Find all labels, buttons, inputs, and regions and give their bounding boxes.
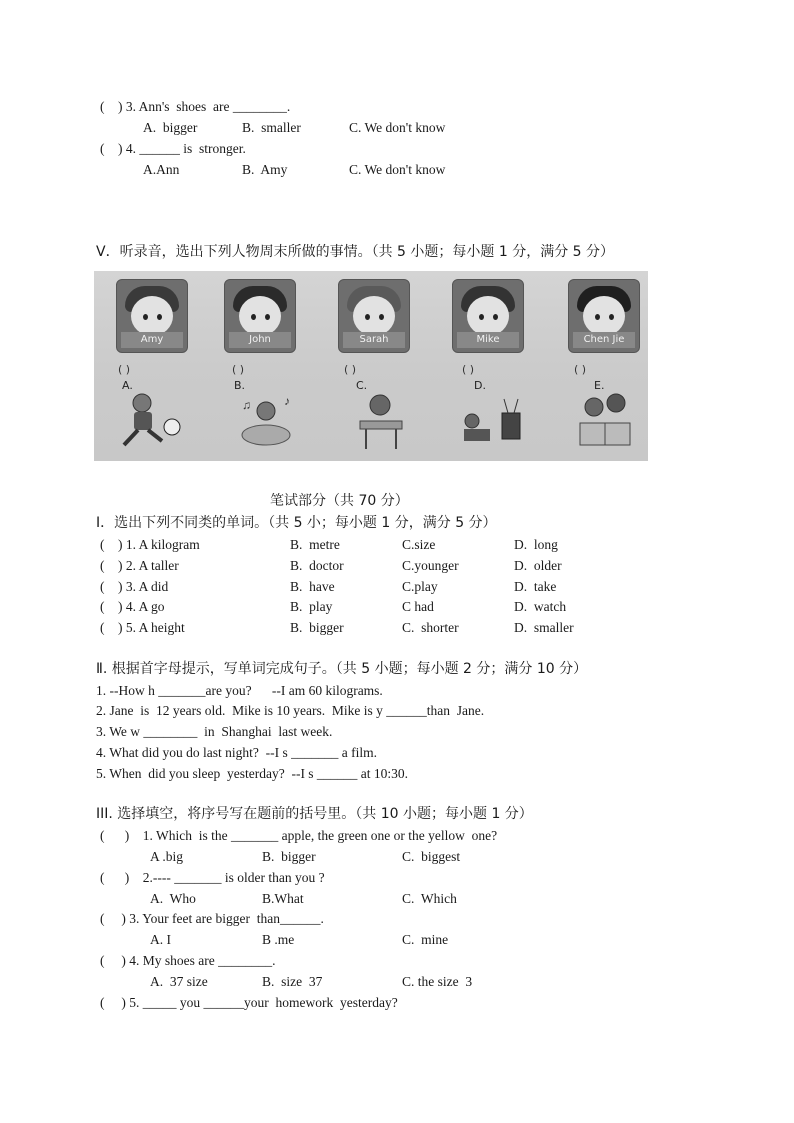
word-option: C. shorter [402,620,459,635]
word-option: C.play [402,579,438,594]
section-v-title: V．听录音，选出下列人物周末所做的事情。（共 5 小题；每小题 1 分，满分 5 分） [96,244,614,260]
option-letter: E. [594,379,605,392]
watch-tv-picture [458,391,524,451]
written-part-title: 笔试部分（共 70 分） [270,493,409,509]
question-line: ( ) 3. Your feet are bigger than______. [100,911,324,926]
sarah-portrait [338,279,410,353]
svg-text:♪: ♪ [284,394,290,408]
do-homework-picture [348,391,414,451]
answer-paren: ( ) [344,363,357,376]
person-name: Chen Jie [573,332,635,348]
option-b: B. bigger [262,849,316,864]
option-a: A .big [150,849,184,864]
play-football-picture [116,391,182,451]
word-option: B. play [290,599,333,614]
option-letter: C. [356,379,368,392]
word-option: D. long [514,537,558,552]
sentence-line: 4. What did you do last night? --I s _______ a film. [96,745,377,760]
word-option: B. metre [290,537,340,552]
word-option: D. smaller [514,620,574,635]
answer-paren: ( ) [232,363,245,376]
option-letter: B. [234,379,246,392]
option-b: B. smaller [242,120,301,135]
option-letter: A. [122,379,133,392]
word-row: ( ) 2. A taller [100,558,179,573]
word-option: C.size [402,537,436,552]
sentence-line: 5. When did you sleep yesterday? --I s ______ at 10:30. [96,766,409,781]
question-line: ( ) 1. Which is the _______ apple, the green one or the yellow one? [100,828,498,843]
option-b: B.What [262,891,304,906]
answer-paren: ( ) [574,363,587,376]
option-b: B. size 37 [262,974,323,989]
word-row: ( ) 1. A kilogram [100,537,200,552]
question-line: ( ) 3. Ann's shoes are ________. [100,99,291,114]
question-line: ( ) 5. _____ you ______your homework yesterday? [100,995,398,1010]
option-a: A. I [150,932,171,947]
read-books-picture [572,391,638,451]
question-line: ( ) 4. ______ is stronger. [100,141,246,156]
sentence-line: 3. We w ________ in Shanghai last week. [96,724,333,739]
word-option: D. watch [514,599,567,614]
option-c: C. the size 3 [402,974,473,989]
option-a: A. Who [150,891,196,906]
word-row: ( ) 5. A height [100,620,185,635]
person-name: John [229,332,291,348]
option-c: C. mine [402,932,449,947]
word-option: C.younger [402,558,459,573]
option-c: C. Which [402,891,457,906]
option-b: B .me [262,932,295,947]
question-line: ( ) 2.---- _______ is older than you ? [100,870,325,885]
option-c: C. We don't know [349,162,446,177]
person-name: Amy [121,332,183,348]
option-a: A. bigger [143,120,198,135]
section-ii-title: Ⅱ. 根据首字母提示，写单词完成句子。（共 5 小题；每小题 2 分；满分 10 分） [96,661,588,677]
question-line: ( ) 4. My shoes are ________. [100,953,276,968]
option-letter: D. [474,379,486,392]
listening-picture [94,271,648,461]
answer-paren: ( ) [462,363,475,376]
word-option: C had [402,599,434,614]
sentence-line: 2. Jane is 12 years old. Mike is 10 years. Mike is y ______than Jane. [96,703,485,718]
word-option: B. bigger [290,620,344,635]
section-iii-title: III. 选择填空，将序号写在题前的括号里。（共 10 小题；每小题 1 分） [96,806,533,822]
option-c: C. We don't know [349,120,446,135]
word-option: D. take [514,579,557,594]
chen-jie-portrait [568,279,640,353]
sentence-line: 1. --How h _______are you? --I am 60 kilograms. [96,683,383,698]
answer-paren: ( ) [118,363,131,376]
option-c: C. biggest [402,849,461,864]
amy-portrait [116,279,188,353]
option-a: A. 37 size [150,974,208,989]
word-option: D. older [514,558,562,573]
person-name: Mike [457,332,519,348]
section-i-title: Ⅰ．选出下列不同类的单词。（共 5 小；每小题 1 分，满分 5 分） [96,515,497,531]
svg-text:♫: ♫ [242,398,251,412]
person-name: Sarah [343,332,405,348]
word-row: ( ) 4. A go [100,599,165,614]
sing-song-picture [236,391,302,451]
option-b: B. Amy [242,162,288,177]
word-option: B. have [290,579,335,594]
word-option: B. doctor [290,558,344,573]
option-a: A.Ann [143,162,180,177]
mike-portrait [452,279,524,353]
john-portrait [224,279,296,353]
word-row: ( ) 3. A did [100,579,169,594]
